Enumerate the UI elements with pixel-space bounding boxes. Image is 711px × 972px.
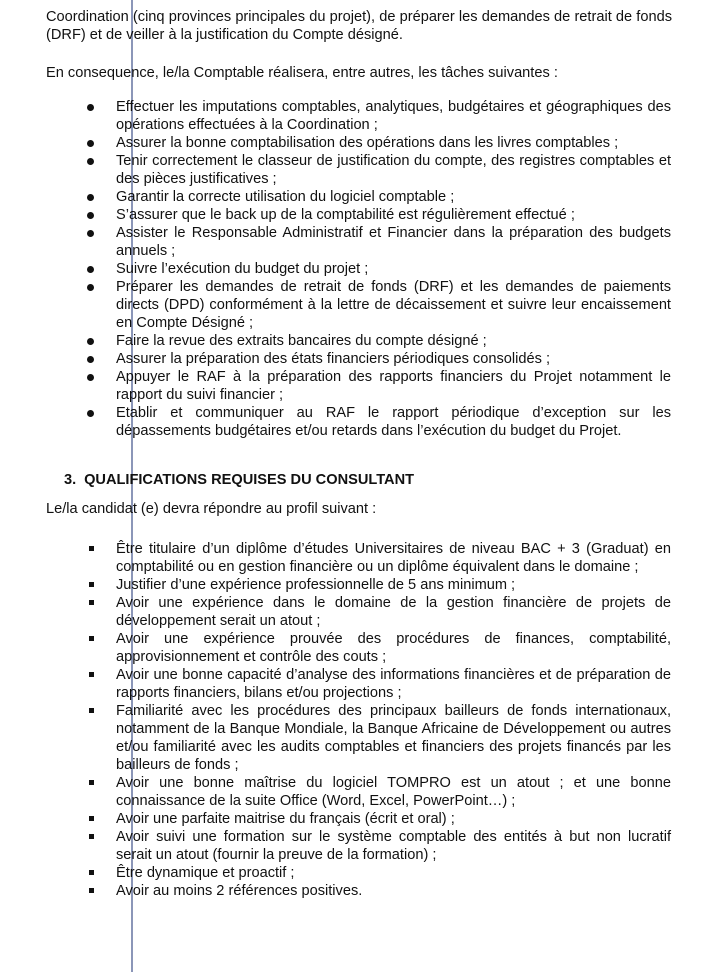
qualification-item xyxy=(86,882,671,900)
bullet-icon xyxy=(87,410,94,417)
task-item xyxy=(86,98,671,134)
intro-paragraph: Coordination (cinq provinces principales du projet), de préparer les demandes de retrait de fonds (DRF) et de veiller à la justification du Compte désigné. xyxy=(46,9,672,43)
bullet-icon xyxy=(89,888,94,893)
task-item xyxy=(86,332,671,350)
bullet-icon xyxy=(87,356,94,363)
qualification-item-text: Familiarité avec les procédures des principaux bailleurs de fonds internationaux, notamment de la Banque Mondiale, la Banque Africaine de Développement ou autres et/ou familiarité avec les audits comptables et financiers des projets financés par les bailleurs de fonds ; xyxy=(116,703,671,773)
bullet-icon xyxy=(89,600,94,605)
task-item xyxy=(86,368,671,404)
qualification-item xyxy=(86,594,671,630)
qualification-item-text: Avoir une bonne capacité d’analyse des informations financières et de préparation de rapports financiers, bilans et/ou projections ; xyxy=(116,667,671,701)
bullet-icon xyxy=(87,140,94,147)
bullet-icon xyxy=(89,672,94,677)
bullet-icon xyxy=(87,212,94,219)
qualification-list xyxy=(86,540,671,900)
bullet-icon xyxy=(87,284,94,291)
section-heading xyxy=(64,471,414,489)
task-item-text: Effectuer les imputations comptables, analytiques, budgétaires et géographiques des opérations effectuées à la Coordination ; xyxy=(116,99,671,133)
qualification-item-text: Être titulaire d’un diplôme d’études Universitaires de niveau BAC + 3 (Graduat) en comptabilité ou en gestion financière ou un diplôme équivalent dans le domaine ; xyxy=(116,541,671,575)
qualification-item-text: Avoir suivi une formation sur le système comptable des entités à but non lucratif serait un atout (fournir la preuve de la formation) ; xyxy=(116,829,671,863)
bullet-icon xyxy=(89,582,94,587)
task-item xyxy=(86,224,671,260)
task-item xyxy=(86,350,671,368)
task-item-text: Préparer les demandes de retrait de fonds (DRF) et les demandes de paiements directs (DPD) conformément à la lettre de décaissement et suivre leur encaissement en Compte Désigné ; xyxy=(116,279,671,331)
task-item xyxy=(86,188,671,206)
bullet-icon xyxy=(87,266,94,273)
task-item xyxy=(86,260,671,278)
bullet-icon xyxy=(89,870,94,875)
task-list xyxy=(86,98,671,440)
task-item-text: Appuyer le RAF à la préparation des rapports financiers du Projet notamment le rapport du suivi financier ; xyxy=(116,369,671,403)
task-item xyxy=(86,206,671,224)
qualification-item xyxy=(86,630,671,666)
task-item-text: Faire la revue des extraits bancaires du compte désigné ; xyxy=(116,333,487,349)
bullet-icon xyxy=(89,816,94,821)
qualification-item xyxy=(86,864,671,882)
qualification-item-text: Avoir au moins 2 références positives. xyxy=(116,883,363,899)
task-item xyxy=(86,152,671,188)
bullet-icon xyxy=(89,546,94,551)
task-item-text: Suivre l’exécution du budget du projet ; xyxy=(116,261,369,277)
task-item-text: Assister le Responsable Administratif et Financier dans la préparation des budgets annuels ; xyxy=(116,225,671,259)
qualification-item xyxy=(86,810,671,828)
qualification-item xyxy=(86,702,671,774)
task-item-text: Etablir et communiquer au RAF le rapport périodique d’exception sur les dépassements budgétaires et/ou retards dans l’exécution du budget du Projet. xyxy=(116,405,671,439)
bullet-icon xyxy=(87,230,94,237)
bullet-icon xyxy=(89,834,94,839)
task-item-text: Tenir correctement le classeur de justification du compte, des registres comptables et des pièces justificatives ; xyxy=(116,153,671,187)
bullet-icon xyxy=(87,158,94,165)
qualification-item xyxy=(86,540,671,576)
task-item xyxy=(86,404,671,440)
section-number: 3. xyxy=(64,472,77,488)
consequence-paragraph: En consequence, le/la Comptable réalisera, entre autres, les tâches suivantes : xyxy=(46,65,558,81)
qualification-item-text: Avoir une bonne maîtrise du logiciel TOMPRO est un atout ; et une bonne connaissance de la suite Office (Word, Excel, PowerPoint…) ; xyxy=(116,775,671,809)
qualification-item xyxy=(86,576,671,594)
task-item-text: Assurer la préparation des états financiers périodiques consolidés ; xyxy=(116,351,551,367)
task-item xyxy=(86,134,671,152)
bullet-icon xyxy=(87,104,94,111)
candidate-intro: Le/la candidat (e) devra répondre au profil suivant : xyxy=(46,501,377,517)
task-item-text: S’assurer que le back up de la comptabilité est régulièrement effectué ; xyxy=(116,207,575,223)
section-title: QUALIFICATIONS REQUISES DU CONSULTANT xyxy=(84,472,415,488)
qualification-item-text: Avoir une expérience prouvée des procédures de finances, comptabilité, approvisionnement et contrôle des couts ; xyxy=(116,631,671,665)
task-item-text: Garantir la correcte utilisation du logiciel comptable ; xyxy=(116,189,455,205)
qualification-item-text: Être dynamique et proactif ; xyxy=(116,865,295,881)
bullet-icon xyxy=(89,780,94,785)
task-item-text: Assurer la bonne comptabilisation des opérations dans les livres comptables ; xyxy=(116,135,619,151)
bullet-icon xyxy=(87,338,94,345)
qualification-item xyxy=(86,774,671,810)
bullet-icon xyxy=(89,708,94,713)
qualification-item-text: Justifier d’une expérience professionnelle de 5 ans minimum ; xyxy=(116,577,516,593)
qualification-item-text: Avoir une expérience dans le domaine de la gestion financière de projets de développement serait un atout ; xyxy=(116,595,671,629)
bullet-icon xyxy=(87,374,94,381)
qualification-item xyxy=(86,828,671,864)
bullet-icon xyxy=(87,194,94,201)
qualification-item xyxy=(86,666,671,702)
bullet-icon xyxy=(89,636,94,641)
qualification-item-text: Avoir une parfaite maitrise du français (écrit et oral) ; xyxy=(116,811,455,827)
task-item xyxy=(86,278,671,332)
